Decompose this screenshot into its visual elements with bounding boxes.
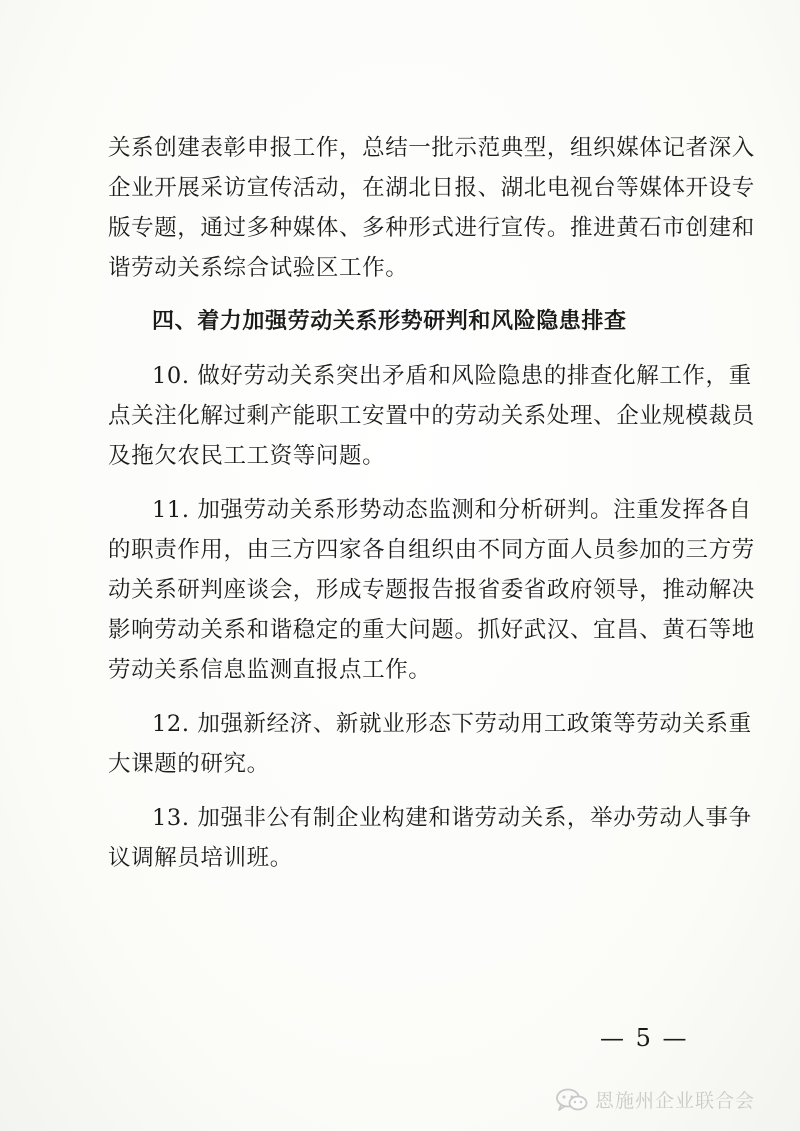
paragraph-item-10	[108, 356, 755, 476]
text-line: 及拖欠农民工工资等问题。	[108, 443, 386, 469]
text-line: 企业开展采访宣传活动，在湖北日报、湖北电视台等媒体开设专	[108, 175, 755, 201]
paragraph-item-11	[108, 490, 755, 690]
text-line: 影响劳动关系和谐稳定的重大问题。抓好武汉、宜昌、黄石等地	[108, 617, 755, 643]
text-line: 12. 加强新经济、新就业形态下劳动用工政策等劳动关系重	[152, 711, 752, 737]
paragraph-continuation	[108, 128, 755, 288]
text-line: 的职责作用，由三方四家各自组织由不同方面人员参加的三方劳	[108, 537, 755, 563]
text-line: 关系创建表彰申报工作，总结一批示范典型，组织媒体记者深入	[108, 135, 755, 161]
document-body	[108, 128, 755, 878]
wechat-icon	[555, 1087, 589, 1113]
text-line: 10. 做好劳动关系突出矛盾和风险隐患的排查化解工作，重	[152, 363, 752, 389]
text-line: 动关系研判座谈会，形成专题报告报省委省政府领导，推动解决	[108, 577, 755, 603]
text-line: 版专题，通过多种媒体、多种形式进行宣传。推进黄石市创建和	[108, 215, 755, 241]
paragraph-item-13	[108, 798, 752, 878]
text-line: 11. 加强劳动关系形势动态监测和分析研判。注重发挥各自	[152, 497, 752, 523]
text-line: 谐劳动关系综合试验区工作。	[108, 255, 409, 281]
watermark-text: 恩施州企业联合会	[595, 1090, 756, 1112]
watermark	[555, 1086, 755, 1113]
text-line: 13. 加强非公有制企业构建和谐劳动关系，举办劳动人事争	[152, 805, 752, 831]
section-heading: 四、着力加强劳动关系形势研判和风险隐患排查	[152, 309, 627, 334]
text-line: 议调解员培训班。	[108, 845, 293, 871]
text-line: 大课题的研究。	[108, 751, 270, 777]
page-number: — 5 —	[600, 1024, 689, 1052]
text-line: 点关注化解过剩产能职工安置中的劳动关系处理、企业规模裁员	[108, 403, 755, 429]
paragraph-item-12	[108, 704, 752, 784]
text-line: 劳动关系信息监测直报点工作。	[108, 657, 432, 683]
